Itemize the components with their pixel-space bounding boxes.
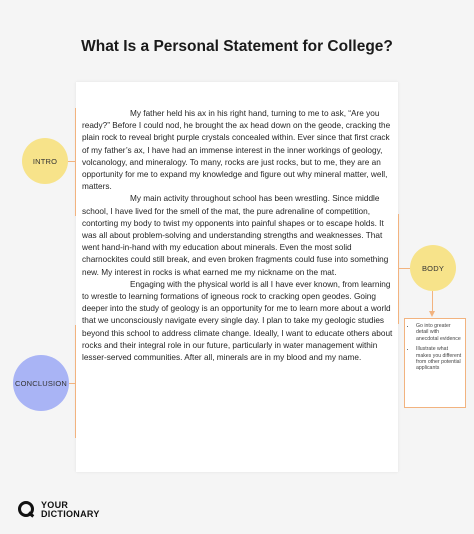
- essay-text: [82, 108, 393, 364]
- essay-paragraph-conclusion: Engaging with the physical world is all I have ever known, from learning to wrestle to learning formations of igneous rock to cracking open geodes. Going deeper into the study of geology is an opportunity for me to learn more about a world that we unconsciously navigate every single day. I plan to take my geologic studies beyond this school to address climate change. Ideally, I want to educate others about rocks and their integral role in our future, particularly in water management within lesser-served communities. After all, minerals are in my blood and my name.: [82, 279, 393, 363]
- body-bracket-connector: [398, 268, 410, 269]
- intro-bracket-connector: [68, 161, 76, 162]
- essay-paragraph-body: My main activity throughout school has been wrestling. Since middle school, I have lived for the smell of the mat, the pure adrenaline of competition, contorting my body to twist my opponents into painful shapes or to escape holds. It was all about problem-solving and understanding strengths and weaknesses. That went hand-in-hand with my education about minerals. Even the most solid charnockites could still break, and even broken fragments could fuse into something new. My interest in rocks is what earned me my nickname on the mat.: [82, 194, 389, 277]
- logo-wordmark: [41, 501, 100, 520]
- logo-line-1: YOUR: [41, 499, 69, 510]
- intro-label: INTRO: [32, 156, 58, 166]
- body-label-bubble: [410, 245, 456, 291]
- body-note-item: • Illustrate what makes you different from other potential applicants: [416, 346, 462, 372]
- intro-label-bubble: [22, 138, 68, 184]
- body-arrow-line: [432, 291, 433, 313]
- body-bracket-vertical: [398, 214, 399, 324]
- body-note-item: • Go into greater detail with anecdotal evidence: [416, 323, 462, 342]
- page-title: What Is a Personal Statement for College?: [81, 38, 393, 55]
- conclusion-bracket-connector: [69, 383, 76, 384]
- conclusion-label: CONCLUSION: [14, 378, 67, 388]
- essay-paragraph-intro: My father held his ax in his right hand, turning to me to ask, “Are you ready?” Before I could nod, he brought the ax head down on the geode, cracking the plain rock to reveal bright purple crystals concealed within. Ever since that first crack of my father’s ax, I have had an immense interest in the inner workings of geology, volcanology, and mineralogy. To many, rocks are just rocks, but to me, they are an opportunity for me to expand my knowledge and figure out why mineral matter, well, matters.: [82, 109, 391, 192]
- conclusion-label-bubble: [13, 355, 69, 411]
- body-label: BODY: [421, 263, 445, 273]
- intro-bracket-vertical: [75, 108, 76, 216]
- body-notes-box: [404, 318, 466, 408]
- conclusion-bracket-vertical: [75, 325, 76, 438]
- yourdictionary-logo: [17, 500, 100, 520]
- logo-line-2: DICTIONARY: [41, 509, 100, 519]
- body-arrow-head: [429, 311, 435, 317]
- logo-q-icon: [17, 500, 37, 520]
